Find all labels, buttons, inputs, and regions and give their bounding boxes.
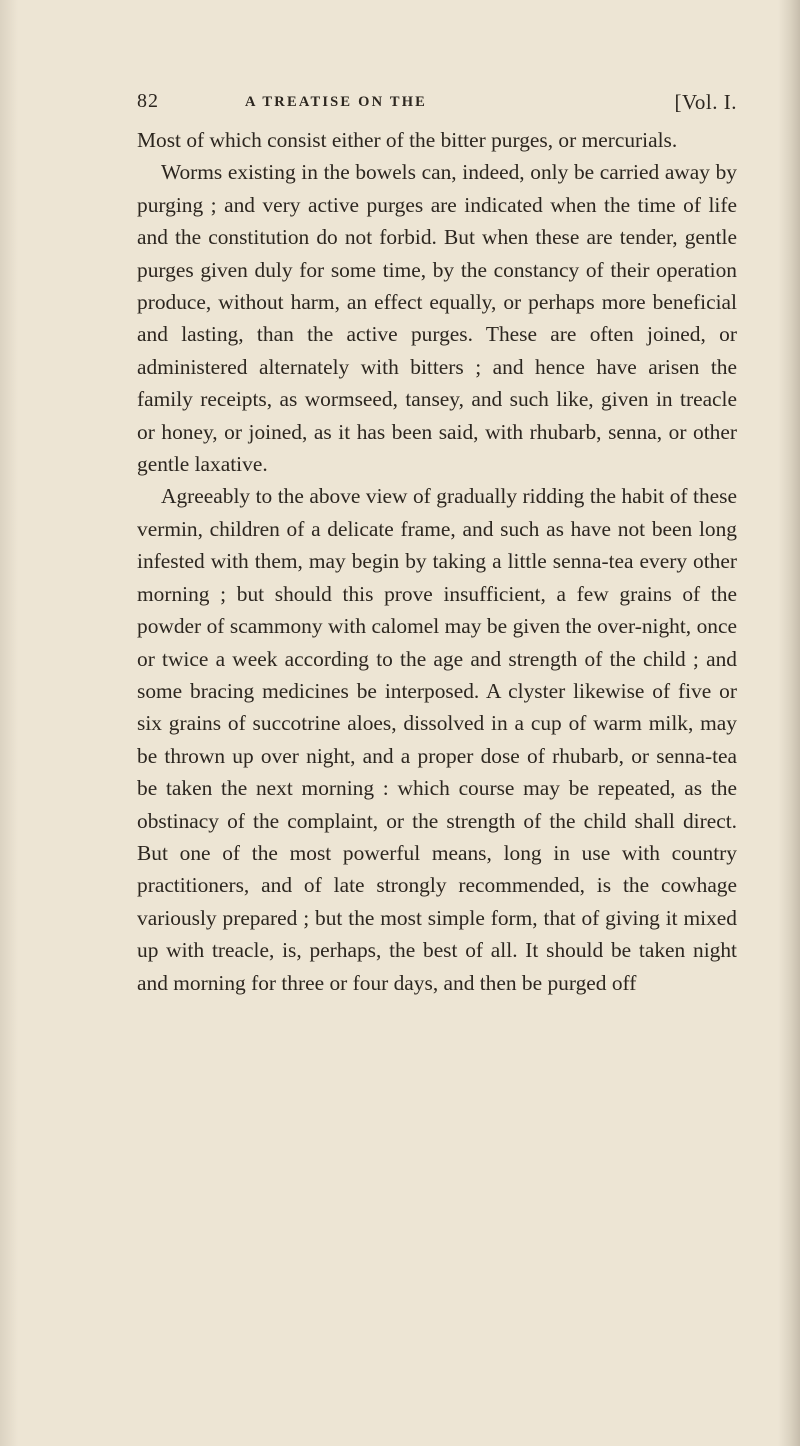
page-left-edge-shadow xyxy=(0,0,18,1446)
body-text xyxy=(137,124,737,999)
volume-label: [Vol. I. xyxy=(674,90,737,114)
paragraph-1: Most of which consist either of the bitter purges, or mercurials. xyxy=(137,128,678,152)
page-gutter-shadow xyxy=(778,0,800,1446)
paragraph-2: Worms existing in the bowels can, indeed, only be carried away by purging ; and very active purges are indicated when the time of life and the constitution do not forbid. But when these are tender, gentle purges given duly for some time, by the constancy of their operation produce, without harm, an effect equally, or perhaps more beneficial and lasting, than the active purges. These are often joined, or administered alternately with bitters ; and hence have arisen the family receipts, as wormseed, tansey, and such like, given in treacle or honey, or joined, as it has been said, with rhubarb, senna, or other gentle laxative. xyxy=(137,160,737,477)
running-title: A TREATISE ON THE xyxy=(245,94,428,110)
page-number: 82 xyxy=(137,90,159,112)
running-head xyxy=(137,90,737,120)
paragraph-3: Agreeably to the above view of gradually ridding the habit of these vermin, children of a delicate frame, and such as have not been long infested with them, may begin by taking a little senna-tea every other morning ; but should this prove insufficient, a few grains of the powder of scammony with calomel may be given the over-night, once or twice a week according to the age and strength of the child ; and some bracing medicines be interposed. A clyster likewise of five or six grains of succotrine aloes, dissolved in a cup of warm milk, may be thrown up over night, and a proper dose of rhubarb, or senna-tea be taken the next morning : which course may be repeated, as the obstinacy of the complaint, or the strength of the child shall direct. But one of the most powerful means, long in use with country practitioners, and of late strongly recommended, is the cowhage variously prepared ; but the most simple form, that of giving it mixed up with treacle, is, perhaps, the best of all. It should be taken night and morning for three or four days, and then be purged off xyxy=(137,484,737,995)
